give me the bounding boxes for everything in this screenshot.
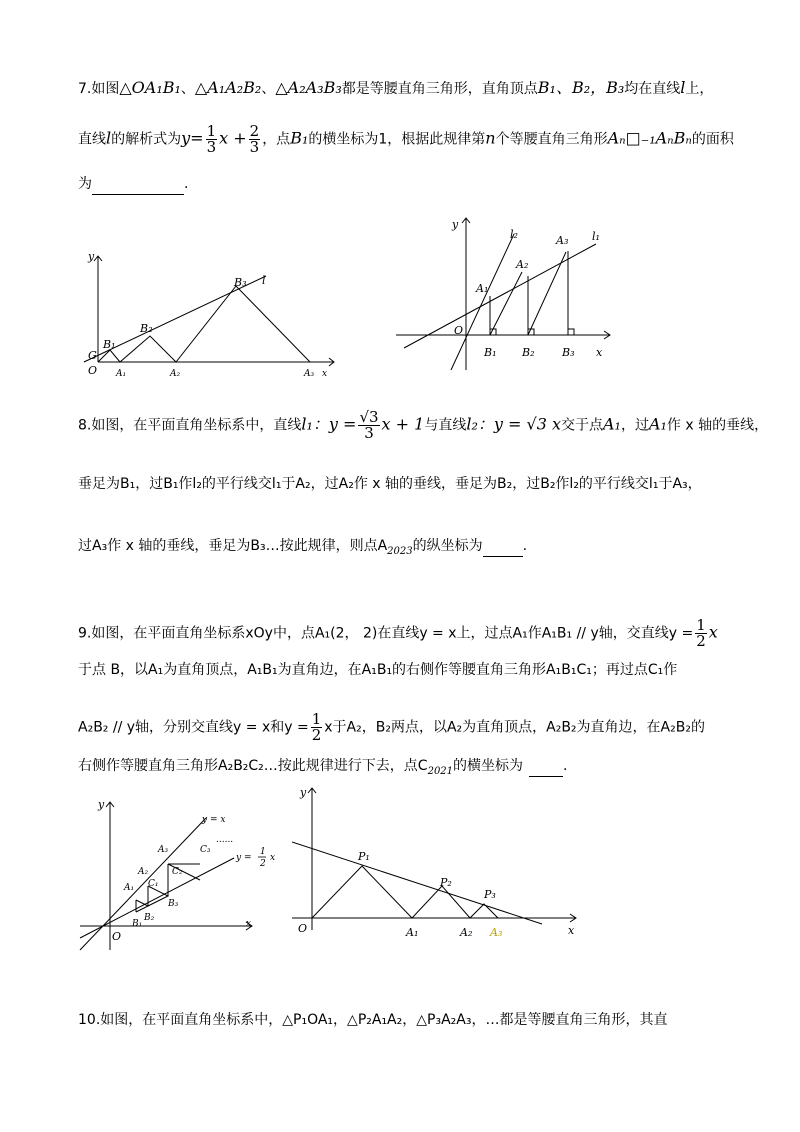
q7-triangle-3: △A₂A₃B₃ (275, 78, 342, 97)
label-b3: B₃ (562, 346, 575, 359)
label-a1: A₁ (116, 369, 127, 378)
label-c1: C₁ (148, 879, 159, 889)
line-through-p (292, 842, 542, 924)
label-b3: B₃ (234, 276, 247, 289)
label-b3: B₃ (168, 899, 179, 909)
q7-text: 如图 (91, 81, 120, 97)
label-x-var: x (270, 853, 276, 863)
label-a2: A₂ (170, 369, 181, 378)
fraction-numerator: 1 (311, 710, 322, 728)
q7-line-l: l (106, 128, 112, 148)
label-x: x (596, 346, 603, 359)
q10-line-1 (78, 1010, 667, 1030)
answer-blank (529, 756, 563, 777)
fraction (358, 410, 379, 441)
q7-eq: y= (181, 128, 204, 148)
label-o: O (88, 364, 98, 377)
q7-text: 直线 (78, 131, 106, 148)
label-y: y (98, 798, 105, 811)
fraction-denominator: 2 (696, 632, 706, 650)
label-p1: P₁ (358, 850, 370, 863)
q8-text: 如图，在平面直角坐标系中，直线 (91, 417, 302, 434)
label-l: l (262, 274, 266, 287)
q8-l1: l₁： (301, 414, 329, 434)
q7-sep: 、 (261, 81, 276, 97)
label-y: y (300, 786, 307, 799)
label-y-eq-x: y = x (202, 815, 226, 825)
figure-q7-right (396, 210, 618, 370)
q7-text: ，点 (262, 131, 291, 148)
question-number: 9. (78, 625, 92, 642)
label-l2: l₂ (510, 228, 518, 241)
triangles (312, 866, 498, 918)
triangle-2 (148, 886, 168, 906)
fraction (311, 712, 323, 743)
q10-text: 10.如图，在平面直角坐标系中，△P₁OA₁，△P₂A₁A₂，△P₃A₂A₃，…都是等腰直角三角形，其直 (78, 1012, 668, 1028)
label-a3: A₃ (556, 234, 569, 247)
q7-text: 为 (78, 176, 92, 192)
fraction-numerator: 2 (249, 122, 260, 140)
figure-q7-left (76, 248, 338, 378)
q7-text: 上， (685, 81, 714, 97)
q7-text: 都是等腰直角三角形，直角顶点 (341, 81, 538, 97)
q8-point-a1: A₁ (648, 414, 667, 434)
q9-sub: 2021 (427, 766, 454, 777)
label-a2: A₂ (516, 258, 529, 271)
fraction-denominator: 2 (311, 726, 322, 744)
label-b2: B₂ (140, 322, 153, 335)
q9-line-1 (78, 618, 718, 649)
label-y-half: y = (236, 853, 252, 863)
q7-text: 的解析式为 (111, 131, 182, 148)
q8-l2: l₂： (466, 414, 494, 434)
q7-text: 的面积 (691, 131, 734, 148)
q9-text: 于点 B，以A₁为直角顶点，A₁B₁为直角边，在A₁B₁的右侧作等腰直角三角形A₁B₁C₁；再过点C₁作 (78, 662, 678, 678)
label-a1: A₁ (124, 883, 135, 893)
q8-text: 垂足为B₁，过B₁作l₂的平行线交l₁于A₂，过A₂作 x 轴的垂线，垂足为B₂，过B₂作l₂的平行线交l₁于A₃， (78, 476, 702, 492)
fraction-numerator: 1 (696, 616, 706, 634)
q7-text: 的横坐标为1，根据此规律第 (308, 131, 486, 148)
label-x: x (322, 369, 328, 378)
triangles (98, 286, 310, 362)
q7-line-3 (78, 174, 188, 195)
answer-blank (92, 174, 184, 195)
line-l2 (451, 234, 514, 370)
parallel-b1a2 (490, 272, 522, 335)
q7-line-2 (78, 124, 734, 155)
fraction-numerator: 1 (206, 122, 217, 140)
q7-triangle-2: △A₁A₂B₂ (194, 78, 262, 97)
label-a3: A₃ (490, 926, 503, 939)
q7-n: n (485, 128, 496, 148)
label-b1: B₁ (484, 346, 497, 359)
label-g: G (88, 349, 97, 362)
q7-end: . (184, 176, 189, 192)
q8-point-a1: A₁ (602, 414, 621, 434)
label-o: O (112, 930, 122, 943)
q8-text: 的纵坐标为 (412, 538, 483, 554)
label-b1: B₁ (103, 338, 116, 351)
label-a2: A₂ (460, 926, 473, 939)
fraction (695, 618, 707, 649)
figure-q9-left (72, 792, 286, 958)
q7-text: 个等腰直角三角形 (495, 131, 608, 148)
label-frac-den: 2 (260, 859, 266, 869)
q7-line-1 (78, 78, 713, 99)
q7-points: B₁、B₂，B₃ (537, 78, 625, 97)
q9-text: 右侧作等腰直角三角形A₂B₂C₂…按此规律进行下去，点C (78, 758, 428, 774)
q8-line-2 (78, 474, 702, 494)
q9-end: . (563, 758, 568, 774)
line-y-eq-x (80, 818, 206, 950)
answer-blank (483, 536, 523, 557)
label-x: x (246, 919, 252, 929)
right-angle-mark (568, 329, 574, 335)
fraction-numerator: √3 (359, 408, 379, 426)
question-number: 7. (78, 81, 92, 97)
q9-line-4 (78, 756, 567, 782)
label-frac-num: 1 (260, 847, 266, 857)
q8-line-3 (78, 536, 527, 562)
label-c2: C₂ (172, 867, 183, 877)
fraction (206, 124, 218, 155)
label-y: y (452, 218, 459, 231)
q7-point-b1: B₁ (290, 128, 309, 148)
fraction-denominator: 3 (364, 424, 374, 442)
q8-eq: x + 1 (381, 414, 425, 434)
label-p2: P₂ (440, 876, 452, 889)
q9-line-3 (78, 712, 705, 743)
q8-eq: y = √3 x (493, 414, 561, 434)
q8-text: 过A₃作 x 轴的垂线，垂足为B₃…按此规律，则点A (78, 538, 388, 554)
parallel-b2a3 (528, 252, 566, 335)
q7-triangle-n: Aₙ□₋₁AₙBₙ (607, 128, 692, 148)
line-l1 (404, 244, 596, 348)
label-a3: A₃ (304, 369, 315, 378)
label-a2: A₂ (138, 867, 149, 877)
label-y: y (88, 250, 95, 263)
q8-end: . (522, 538, 528, 554)
q7-line-l: l (680, 78, 686, 97)
label-o: O (454, 324, 464, 337)
q8-text: 与直线 (424, 417, 467, 434)
q7-eq-x: x + (219, 128, 247, 148)
label-l1: l₁ (592, 230, 600, 243)
fraction-denominator: 3 (249, 138, 260, 156)
label-x: x (568, 924, 575, 937)
q9-text: A₂B₂ // y轴，分别交直线y = x和y = (78, 719, 309, 736)
label-b2: B₂ (144, 913, 155, 923)
q7-triangle-1: △OA₁B₁ (119, 78, 181, 97)
label-p3: P₃ (484, 888, 496, 901)
fraction (249, 124, 261, 155)
q7-text: 均在直线 (624, 81, 681, 97)
fraction-denominator: 3 (206, 138, 217, 156)
q9-text: x (708, 622, 718, 642)
q9-line-2 (78, 660, 677, 680)
q8-line-1 (78, 410, 768, 441)
q8-text: 交于点 (560, 417, 603, 434)
label-a1: A₁ (476, 282, 489, 295)
q8-eq: y = (328, 414, 357, 434)
label-a1: A₁ (406, 926, 419, 939)
q8-text: 作 x 轴的垂线， (666, 417, 769, 434)
label-b2: B₂ (522, 346, 535, 359)
label-c3: C₃ (200, 845, 211, 855)
q9-text: x于A₂，B₂两点，以A₂为直角顶点，A₂B₂为直角边，在A₂B₂的 (324, 719, 705, 736)
label-dots: ...... (216, 835, 234, 845)
figure-q9-right (292, 782, 592, 942)
q8-text: ，过 (620, 417, 649, 434)
question-number: 8. (78, 417, 92, 434)
q7-sep: 、 (180, 81, 195, 97)
label-b1: B₁ (132, 919, 143, 929)
q8-sub: 2023 (387, 546, 413, 557)
label-a3: A₃ (158, 845, 169, 855)
q9-text: 的横坐标为 (453, 758, 524, 774)
q9-text: 如图，在平面直角坐标系xOy中，点A₁(2， 2)在直线y = x上，过点A₁作A₁B₁ // y轴，交直线y = (91, 625, 694, 642)
label-o: O (298, 922, 308, 935)
